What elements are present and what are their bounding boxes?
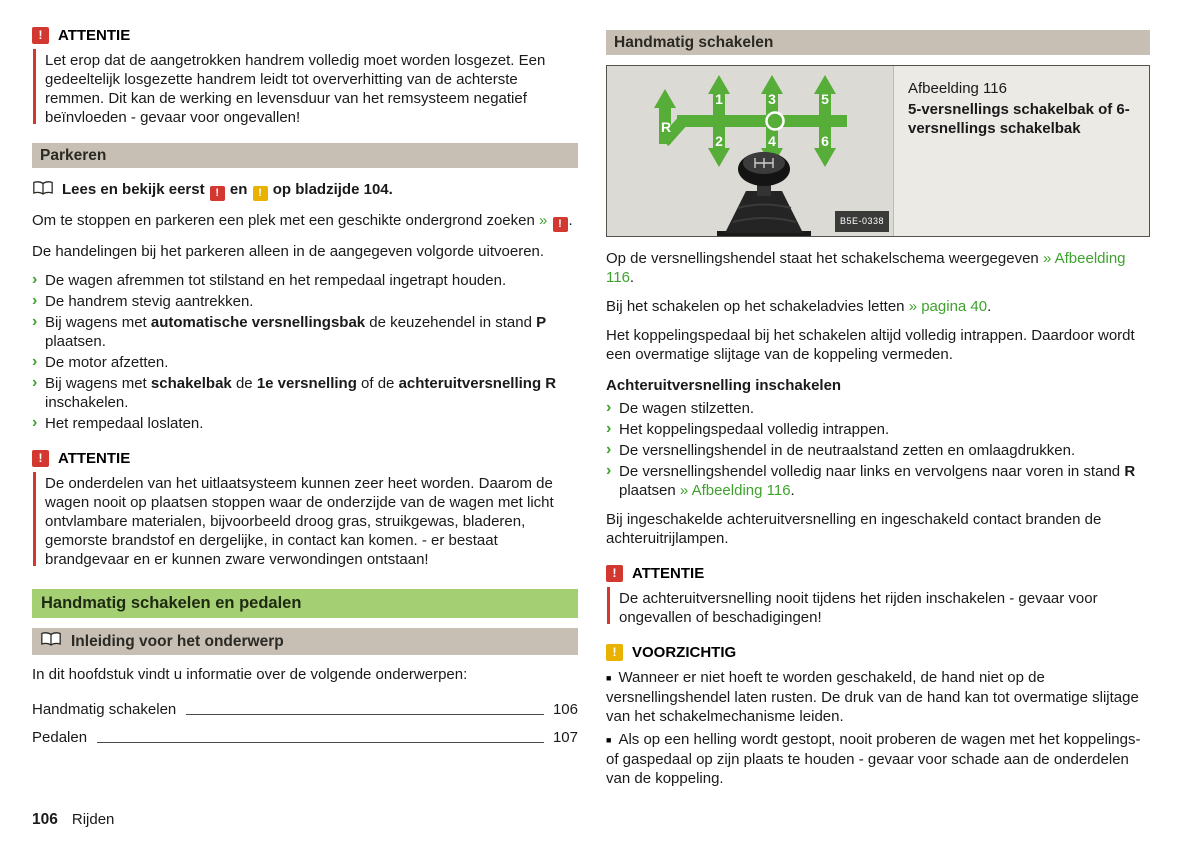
- warning-box-handbrake: [32, 26, 578, 127]
- section-header-parkeren: [32, 143, 578, 168]
- paragraph-volgorde: De handelingen bij het parkeren alleen in de aangegeven volgorde uitvoeren.: [32, 243, 545, 260]
- reverse-gear-steps-list: [606, 399, 1150, 500]
- warning-title: ATTENTIE: [58, 27, 131, 44]
- warning-body: Let erop dat de aangetrokken handrem volledig moet worden losgezet. Een gedeeltelijk losgezette handrem leidt tot oververhitting van de achterste remmen. Dit kan de werking en levensduur van het remsysteem negatief beïnvloeden - gevaar voor ongevallen!: [45, 52, 546, 126]
- list-item: › De wagen afremmen tot stilstand en het rempedaal ingetrapt houden.: [32, 271, 578, 290]
- caution-item: ■ Wanneer er niet hoeft te worden geschakeld, de hand niet op de versnellingshendel laten rusten. De druk van de hand kan tot overmatige slijtage van het schakelmechanisme leiden.: [606, 668, 1150, 726]
- list-item: › Het rempedaal loslaten.: [32, 414, 578, 433]
- list-item: › De handrem stevig aantrekken.: [32, 292, 578, 311]
- chapter-footer-label: Rijden: [71, 811, 115, 828]
- cross-reference-link[interactable]: » Afbeelding 116: [606, 250, 1126, 286]
- figure-caption: [893, 66, 1149, 236]
- paragraph-schema: Op de versnellingshendel staat het schakelschema weergegeven » Afbeelding 116.: [606, 250, 1126, 286]
- warning-header: [606, 564, 1150, 583]
- list-item: › Bij wagens met automatische versnellingsbak de keuzehendel in stand P plaatsen.: [32, 313, 578, 351]
- paragraph-schakeladvies: Bij het schakelen op het schakeladvies letten » pagina 40.: [606, 298, 992, 315]
- toc-label[interactable]: Pedalen: [32, 729, 88, 746]
- paragraph-koppeling: Het koppelingspedaal bij het schakelen altijd volledig intrappen. Daardoor wordt een overmatige slijtage van de koppeling vermeden.: [606, 327, 1135, 363]
- read-first-text: Lees en bekijk eerst ! en ! op bladzijde 104.: [62, 181, 393, 199]
- toc-page-number: 107: [552, 729, 578, 746]
- book-icon: [40, 631, 62, 652]
- section-header-inleiding: [32, 628, 578, 655]
- svg-text:R: R: [660, 119, 672, 135]
- yellow-caution-icon: !: [606, 644, 623, 661]
- list-item: › Bij wagens met schakelbak de 1e versnelling of de achteruitversnelling R inschakelen.: [32, 374, 578, 412]
- list-item: › De wagen stilzetten.: [606, 399, 1150, 418]
- list-item: › De motor afzetten.: [32, 353, 578, 372]
- page-number: 106: [32, 811, 58, 828]
- parking-steps-list: [32, 271, 578, 433]
- svg-text:3: 3: [768, 91, 776, 107]
- red-warning-icon: !: [32, 27, 49, 44]
- figure-code-badge: B5E-0338: [835, 211, 889, 232]
- cross-reference-link[interactable]: » Afbeelding 116: [679, 482, 791, 499]
- right-column: [606, 26, 1150, 804]
- warning-body: De onderdelen van het uitlaatsysteem kunnen zeer heet worden. Daarom de wagen nooit op plaatsen stoppen waar de onderzijde van de wagen met licht ontvlambare materialen, bijvoorbeeld droog gras, struikgewas, bladeren, gemorste brandstof en dergelijke, in contact kan komen. - er bestaat brandgevaar en er kunnen zware verwondingen ontstaan!: [45, 475, 554, 568]
- section-header-handmatig-schakelen: [606, 30, 1150, 55]
- table-of-contents: [32, 700, 578, 747]
- warning-box-exhaust: [32, 449, 578, 569]
- warning-header: [32, 26, 578, 45]
- toc-page-number: 106: [552, 701, 578, 718]
- chapter-header-label: Handmatig schakelen en pedalen: [41, 594, 302, 612]
- svg-text:4: 4: [768, 133, 776, 149]
- warning-body: De achteruitversnelling nooit tijdens het rijden inschakelen - gevaar voor ongevallen of beschadigingen!: [619, 590, 1098, 626]
- svg-text:6: 6: [821, 133, 829, 149]
- red-warning-icon: !: [553, 217, 568, 232]
- warning-title: ATTENTIE: [58, 450, 131, 467]
- toc-leader-line: [97, 742, 544, 743]
- figure-label: Afbeelding 116: [908, 80, 1007, 97]
- cross-reference-link[interactable]: » pagina 40: [908, 298, 988, 315]
- paragraph-stoppen: Om te stoppen en parkeren een plek met een geschikte ondergrond zoeken » ! .: [32, 212, 573, 230]
- warning-title: ATTENTIE: [632, 565, 705, 582]
- svg-text:1: 1: [715, 91, 723, 107]
- svg-text:5: 5: [821, 91, 829, 107]
- book-icon: [32, 180, 54, 201]
- red-warning-icon: !: [210, 186, 225, 201]
- caution-item: ■ Als op een helling wordt gestopt, nooit proberen de wagen met het koppelings- of gaspedaal op zijn plaats te houden - gevaar voor schade aan de onderdelen van de koppeling.: [606, 730, 1150, 788]
- read-first-note: [32, 180, 578, 201]
- left-column: [32, 26, 578, 804]
- yellow-warning-icon: !: [253, 186, 268, 201]
- page-footer: [32, 810, 114, 829]
- section-header-label: Inleiding voor het onderwerp: [71, 633, 284, 650]
- chapter-header: [32, 589, 578, 618]
- toc-row[interactable]: [32, 728, 578, 747]
- figure-caption-text: 5-versnellings schakelbak of 6-versnellings schakelbak: [908, 101, 1130, 137]
- figure-image: [607, 66, 893, 236]
- cross-reference-link[interactable]: »: [539, 212, 548, 229]
- paragraph-achteruitrijlampen: Bij ingeschakelde achteruitversnelling en ingeschakeld contact branden de achteruitrijlampen.: [606, 511, 1102, 547]
- toc-label[interactable]: Handmatig schakelen: [32, 701, 177, 718]
- list-item: › De versnellingshendel in de neutraalstand zetten en omlaagdrukken.: [606, 441, 1150, 460]
- toc-leader-line: [186, 714, 544, 715]
- subheading-achteruitversnelling: Achteruitversnelling inschakelen: [606, 377, 842, 394]
- intro-text: In dit hoofdstuk vindt u informatie over de volgende onderwerpen:: [32, 666, 468, 683]
- caution-box: [606, 643, 1150, 788]
- caution-title: VOORZICHTIG: [632, 644, 737, 661]
- caution-header: [606, 643, 1150, 662]
- warning-header: [32, 449, 578, 468]
- section-header-label: Handmatig schakelen: [614, 34, 774, 51]
- red-warning-icon: !: [606, 565, 623, 582]
- red-warning-icon: !: [32, 450, 49, 467]
- section-header-label: Parkeren: [40, 147, 107, 164]
- list-item: › De versnellingshendel volledig naar links en vervolgens naar voren in stand R plaatsen » Afbeelding 116.: [606, 462, 1150, 500]
- svg-text:2: 2: [715, 133, 723, 149]
- toc-row[interactable]: [32, 700, 578, 719]
- gear-knob-illustration: [717, 152, 811, 236]
- list-item: › Het koppelingspedaal volledig intrappen.: [606, 420, 1150, 439]
- figure-116: [606, 65, 1150, 237]
- warning-box-reverse: [606, 564, 1150, 627]
